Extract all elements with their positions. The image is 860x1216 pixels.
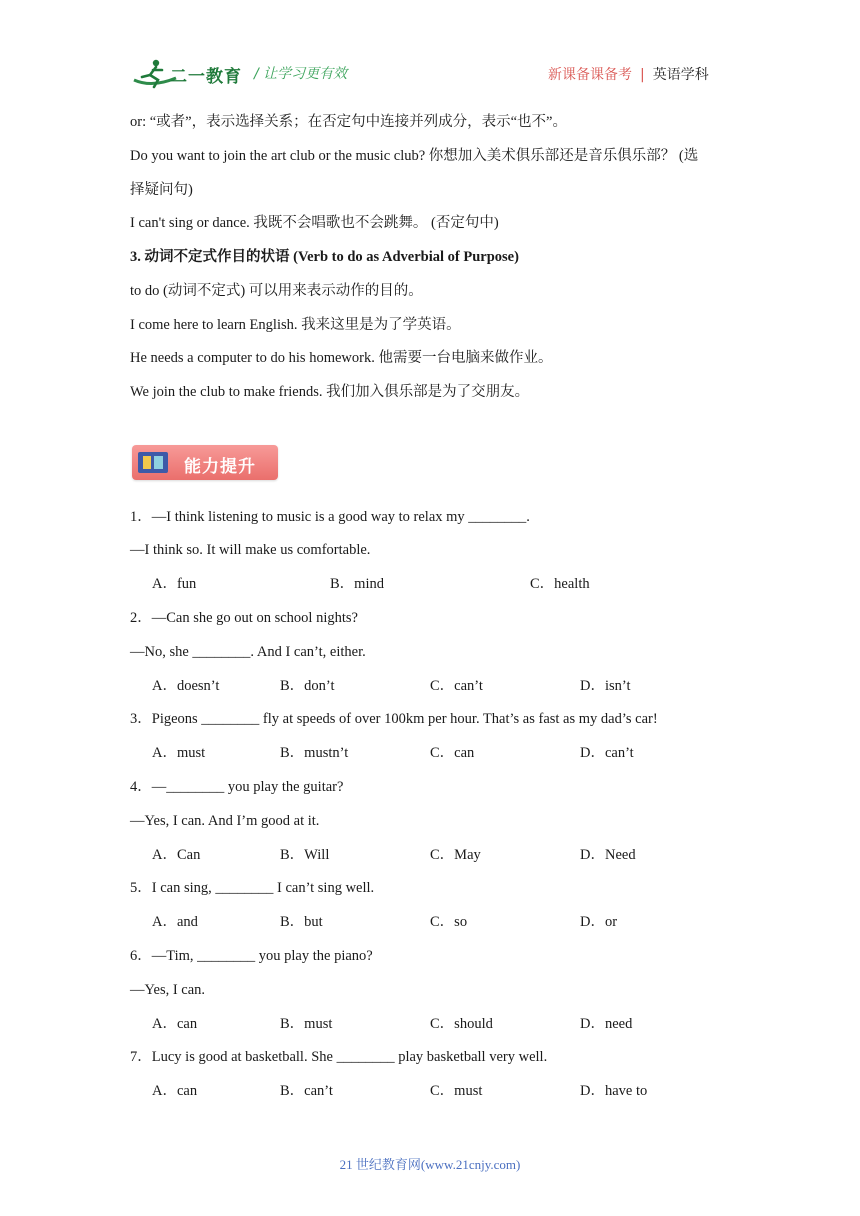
option[interactable]: D．isn’t [580, 678, 631, 694]
option[interactable]: A．can [152, 1083, 198, 1099]
text-line: or: “或者”，表示选择关系；在否定句中连接并列成分，表示“也不”。 [130, 114, 567, 130]
question-stem: 4．—________ you play the guitar? [130, 779, 344, 795]
question-stem: 2．—Can she go out on school nights? [130, 610, 358, 626]
option[interactable]: B．must [280, 1016, 333, 1032]
header-slogan: / 让学习更有效 [254, 66, 348, 82]
ability-section-badge [132, 445, 278, 480]
question-stem: 6．—Tim, ________ you play the piano? [130, 948, 373, 964]
option[interactable]: A．doesn’t [152, 678, 220, 694]
option[interactable]: B．but [280, 914, 323, 930]
header-separator: | [640, 67, 645, 83]
header-right [548, 64, 709, 84]
option[interactable]: D．Need [580, 847, 636, 863]
text-line: to do (动词不定式) 可以用来表示动作的目的。 [130, 283, 423, 299]
badge-label: 能力提升 [184, 457, 256, 477]
option[interactable]: C．so [430, 914, 468, 930]
option[interactable]: A．must [152, 745, 206, 761]
option[interactable]: C．should [430, 1016, 493, 1032]
question-reply: —Yes, I can. [130, 982, 206, 998]
option[interactable]: C．must [430, 1083, 483, 1099]
page-header [0, 0, 860, 100]
option[interactable]: C．can’t [430, 678, 483, 694]
header-subject: 英语学科 [652, 67, 709, 83]
option[interactable]: C．can [430, 745, 475, 761]
question-reply: —Yes, I can. And I’m good at it. [130, 813, 320, 829]
option[interactable]: B．mustn’t [280, 745, 349, 761]
option[interactable]: A．can [152, 1016, 198, 1032]
option[interactable]: C．health [530, 576, 590, 592]
option[interactable]: D．have to [580, 1083, 648, 1099]
logo-text: 二一教育 [170, 67, 242, 87]
option[interactable]: B．can’t [280, 1083, 333, 1099]
option[interactable]: A．Can [152, 847, 201, 863]
option[interactable]: C．May [430, 847, 481, 863]
option[interactable]: B．don’t [280, 678, 335, 694]
group-people-icon [138, 452, 168, 473]
option[interactable]: B．Will [280, 847, 330, 863]
option[interactable]: A．and [152, 914, 198, 930]
text-line: Do you want to join the art club or the music club? 你想加入美术俱乐部还是音乐俱乐部？ (选 [130, 148, 699, 164]
question-reply: —I think so. It will make us comfortable. [130, 542, 371, 558]
question-stem: 5．I can sing, ________ I can’t sing well. [130, 880, 375, 896]
page-footer[interactable]: 21 世纪教育网(www.21cnjy.com) [339, 1157, 521, 1172]
question-stem: 1．—I think listening to music is a good way to relax my ________. [130, 509, 530, 525]
option[interactable]: D．can’t [580, 745, 634, 761]
text-line: 择疑问句) [130, 182, 193, 198]
text-line: I come here to learn English. 我来这里是为了学英语。 [130, 317, 461, 333]
text-line: He needs a computer to do his homework. 他需要一台电脑来做作业。 [130, 350, 553, 366]
question-stem: 3．Pigeons ________ fly at speeds of over 100km per hour. That’s as fast as my dad’s car! [130, 711, 658, 727]
option[interactable]: D．need [580, 1016, 633, 1032]
section-heading: 3. 动词不定式作目的状语 (Verb to do as Adverbial of Purpose) [130, 249, 519, 265]
text-line: We join the club to make friends. 我们加入俱乐部是为了交朋友。 [130, 384, 530, 400]
question-stem: 7．Lucy is good at basketball. She ________ play basketball very well. [130, 1049, 548, 1065]
question-reply: —No, she ________. And I can’t, either. [130, 644, 366, 660]
option[interactable]: A．fun [152, 576, 197, 592]
text-line: I can't sing or dance. 我既不会唱歌也不会跳舞。 (否定句中) [130, 215, 499, 231]
option[interactable]: B．mind [330, 576, 384, 592]
option[interactable]: D．or [580, 914, 618, 930]
header-course-label: 新课备课备考 [548, 67, 632, 83]
